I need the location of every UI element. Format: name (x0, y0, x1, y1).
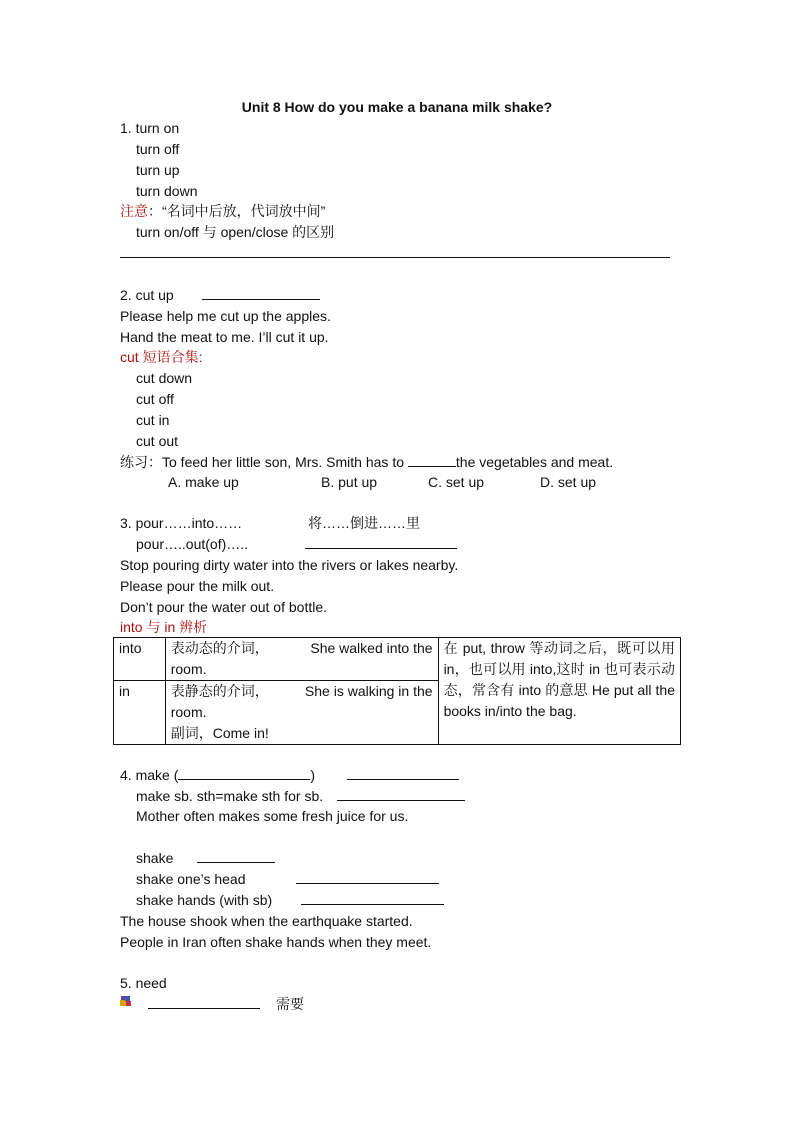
s4-shake (136, 848, 275, 868)
s5-head: 5. need (120, 975, 167, 991)
s2-item: cut off (136, 391, 174, 407)
option: C. set up (428, 474, 485, 490)
blank (408, 452, 456, 467)
s2-item: cut in (136, 412, 170, 428)
s3-meaning: 将……倒进……里 (308, 515, 420, 531)
s4-shake-head: shake one’s head (136, 871, 246, 887)
s3-head: 3. pour……into…… (120, 515, 243, 531)
s3-example: Please pour the milk out. (120, 578, 275, 594)
blank (305, 534, 457, 554)
blank (178, 765, 310, 780)
blank (202, 285, 320, 300)
s5-line (148, 994, 304, 1014)
s2-head-text: 2. cut up (120, 287, 174, 303)
table-cell: into (114, 638, 166, 681)
s2-item: cut down (136, 370, 193, 386)
table-cell: 在 put, throw 等动词之后，既可以用 in，也可以用 into,这时 in 也可表示动态，常含有 into 的意思 He put all the books in/into the bag. (438, 638, 680, 745)
s4-example: People in Iran often shake hands when they meet. (120, 934, 432, 950)
blank (301, 890, 444, 910)
s4-shake-hands: shake hands (with sb) (136, 892, 273, 908)
s1-compare: turn on/off 与 open/close 的区别 (136, 224, 335, 240)
s5-meaning: 需要 (276, 996, 304, 1012)
cell-text: room. (170, 704, 207, 720)
s4-head-text: ) (310, 767, 316, 783)
s1-item: turn down (136, 183, 198, 199)
s4-sb (136, 786, 465, 806)
cell-text: room. (170, 661, 207, 677)
s2-example: Please help me cut up the apples. (120, 308, 331, 324)
blank (197, 848, 275, 863)
practice-text: the vegetables and meat. (455, 454, 614, 470)
cell-text: 副词，Come in! (170, 725, 269, 741)
s1-note (120, 201, 325, 221)
answer-line (120, 257, 670, 258)
s2-collection: cut 短语合集: (120, 349, 203, 365)
blank (148, 994, 260, 1009)
option: D. set up (540, 474, 597, 490)
table-row (114, 638, 681, 681)
practice-text: To feed her little son, Mrs. Smith has to (162, 454, 408, 470)
option: B. put up (321, 474, 378, 490)
s1-item: turn off (136, 141, 180, 157)
practice-label: 练习： (120, 454, 162, 470)
into-in-table (113, 637, 681, 745)
s1-item: turn up (136, 162, 180, 178)
s3-out: pour…..out(of)….. (136, 536, 249, 552)
s2-example: Hand the meat to me. I’ll cut it up. (120, 329, 329, 345)
s3-example: Stop pouring dirty water into the rivers or lakes nearby. (120, 557, 459, 573)
cell-text: 表静态的介词， (170, 683, 269, 699)
s4-example: The house shook when the earthquake started. (120, 913, 413, 929)
s4-example: Mother often makes some fresh juice for us. (136, 808, 409, 824)
s1-head: 1. turn on (120, 120, 180, 136)
s4-head-text: 4. make ( (120, 767, 179, 783)
s4-head (120, 765, 459, 785)
s2-item: cut out (136, 433, 179, 449)
cell-text: 表动态的介词， (170, 640, 269, 656)
note-label: 注意 (120, 203, 148, 219)
table-cell: in (114, 681, 166, 745)
bullet-icon (120, 995, 132, 1007)
blank (337, 786, 465, 801)
page-title: Unit 8 How do you make a banana milk shake? (241, 99, 553, 115)
table-cell (165, 638, 438, 681)
blank (296, 869, 439, 889)
table-cell (165, 681, 438, 745)
s4-sb-text: make sb. sth=make sth for sb. (136, 788, 324, 804)
s2-practice (120, 452, 613, 472)
blank (347, 765, 459, 780)
s3-example: Don’t pour the water out of bottle. (120, 599, 328, 615)
option: A. make up (168, 474, 239, 490)
shake-text: shake (136, 850, 174, 866)
cell-text: She walked into the (310, 640, 433, 656)
s2-head (120, 285, 320, 305)
note-text: ：“名词中后放，代词放中间” (148, 203, 326, 219)
s3-compare-head: into 与 in 辨析 (120, 619, 208, 635)
cell-text: She is walking in the (304, 683, 433, 699)
